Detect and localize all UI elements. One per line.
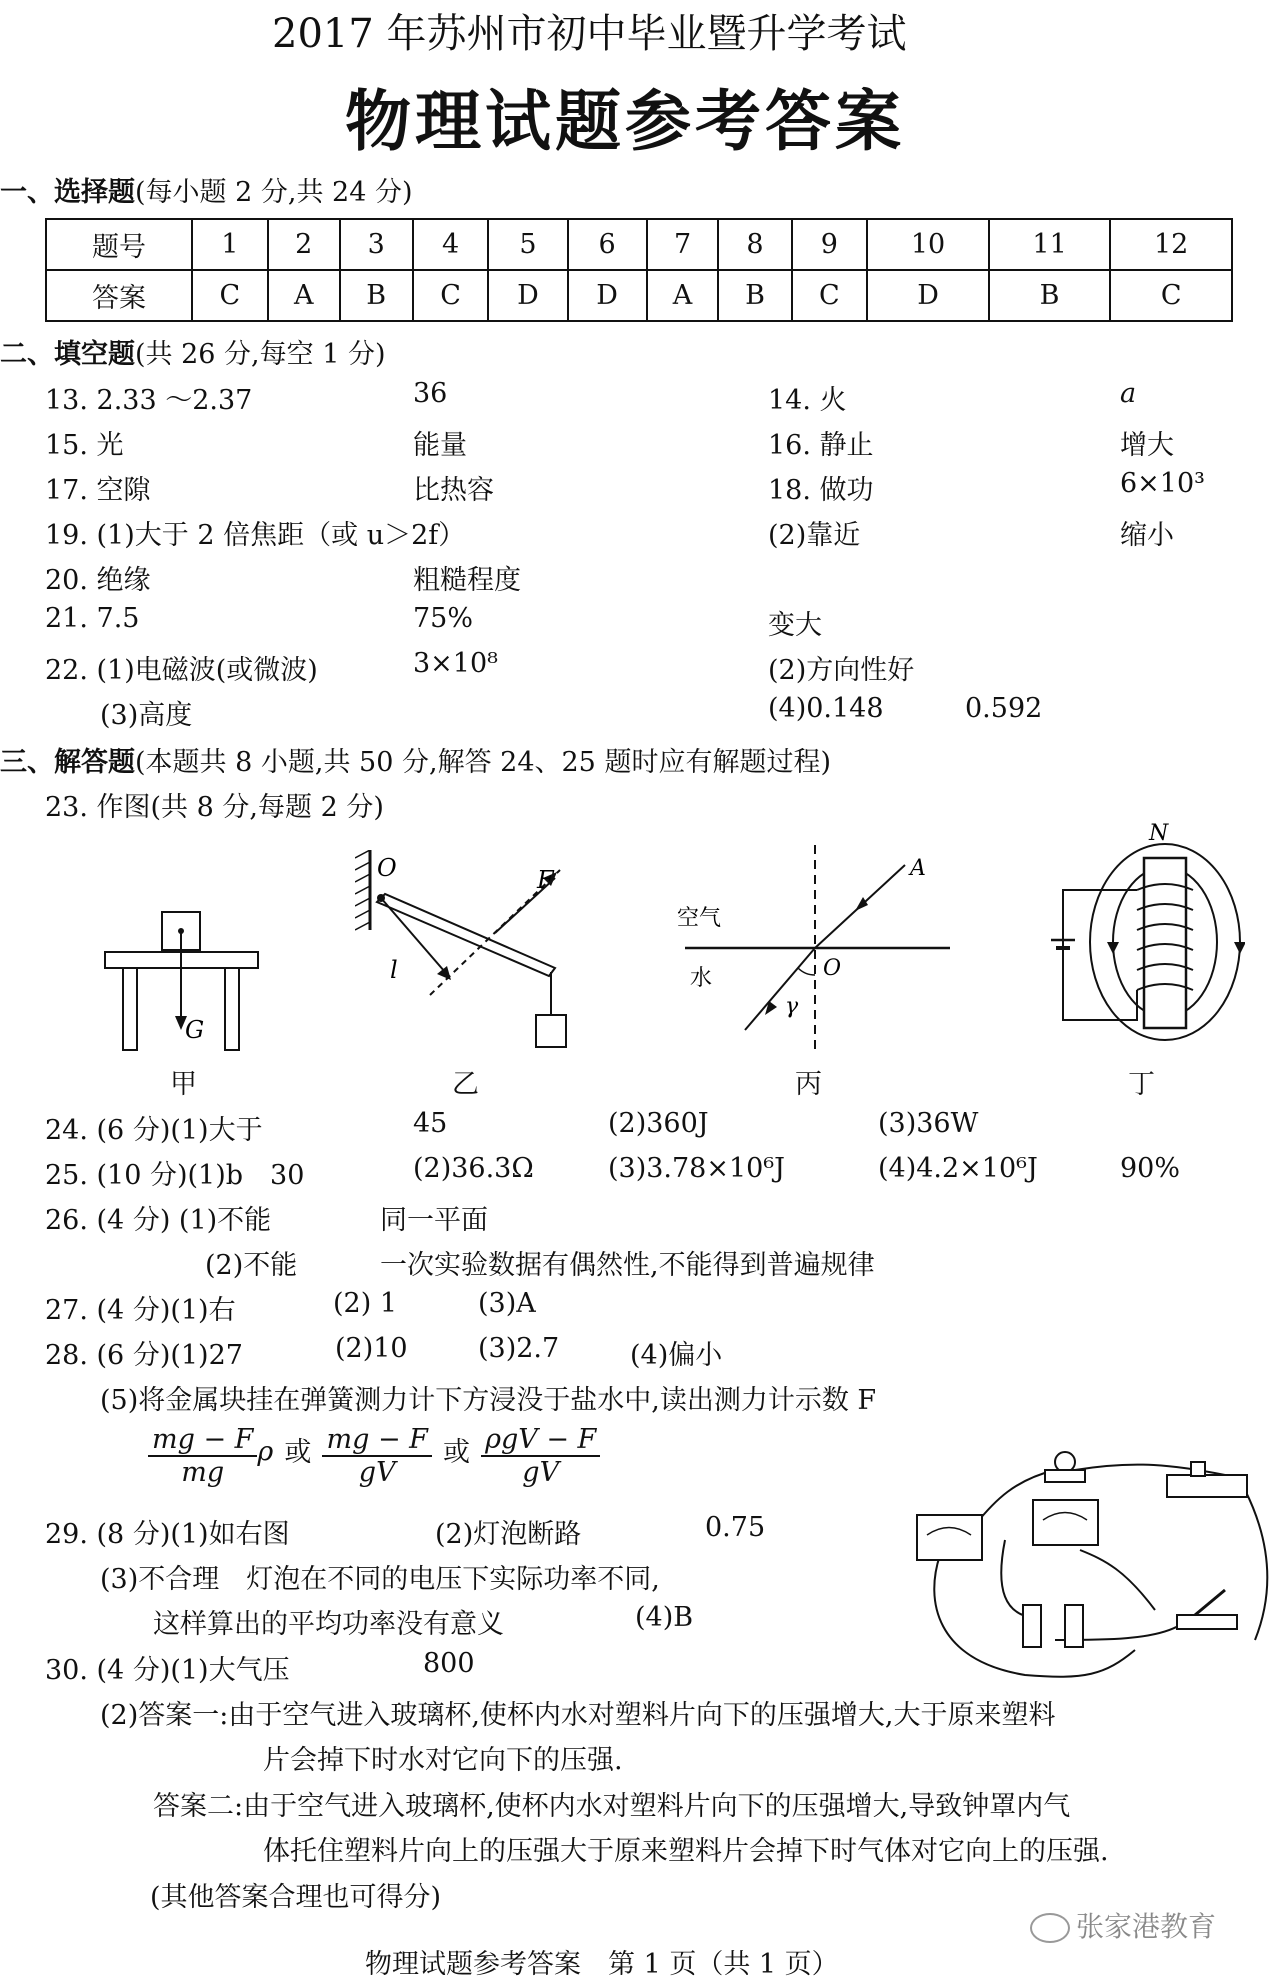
answer-line: (3)36W <box>878 1108 979 1139</box>
fill-item: 75% <box>413 603 474 634</box>
watermark: 张家港教育 <box>1030 1905 1216 1945</box>
fill-item: 缩小 <box>1120 520 1174 551</box>
figure-label: 甲 <box>170 1069 197 1100</box>
fill-item: 变大 <box>768 610 822 641</box>
fill-item: 36 <box>413 378 448 409</box>
figure-yi <box>355 850 575 1060</box>
row-label: 题号 <box>46 219 192 270</box>
answer-line: (3)3.78×10⁶J <box>608 1153 785 1184</box>
answer-line: 30. (4 分)(1)大气压 <box>45 1655 290 1686</box>
arm-label: l <box>390 956 398 984</box>
figure-label: 丙 <box>795 1069 822 1100</box>
answer-line: (5)将金属块挂在弹簧测力计下方浸没于盐水中,读出测力计示数 F <box>100 1385 877 1416</box>
table-cell: D <box>568 270 647 321</box>
fill-item: 增大 <box>1120 430 1174 461</box>
table-cell: A <box>647 270 719 321</box>
circuit-figure <box>905 1440 1275 1680</box>
table-cell: 11 <box>989 219 1111 270</box>
fill-item: 20. 绝缘 <box>45 565 151 596</box>
fill-item: 粗糙程度 <box>413 565 521 596</box>
answer-line: 0.75 <box>705 1512 766 1543</box>
force-label: F <box>537 866 554 894</box>
fill-item: 3×10⁸ <box>413 648 498 679</box>
answer-line: 这样算出的平均功率没有意义 <box>153 1609 504 1640</box>
section1-heading: 一、选择题(每小题 2 分,共 24 分) <box>0 177 413 208</box>
section3-heading: 三、解答题(本题共 8 小题,共 50 分,解答 24、25 题时应有解题过程) <box>0 747 831 778</box>
page-title: 物理试题参考答案 <box>345 83 905 160</box>
answer-line: (2)10 <box>335 1333 408 1364</box>
figure-ding <box>1045 820 1245 1055</box>
table-cell: 1 <box>192 219 268 270</box>
table-cell: 2 <box>268 219 340 270</box>
fill-item: (3)高度 <box>100 700 193 731</box>
air-label: 空气 <box>677 906 722 931</box>
fill-item: 17. 空隙 <box>45 475 151 506</box>
answer-line: 45 <box>413 1108 448 1139</box>
density-formula: $\frac{mg - F}{mg}$ ρ 或 $\frac{mg - F}{gV}$ 或 $\frac{\text{ρgV − F}}{gV}$ <box>148 1424 600 1488</box>
answer-line: 800 <box>423 1648 475 1679</box>
weight-label: G <box>185 1016 205 1044</box>
table-cell: 5 <box>488 219 567 270</box>
answer-line: 27. (4 分)(1)右 <box>45 1295 236 1326</box>
fill-item: 能量 <box>413 430 467 461</box>
table-cell: C <box>792 270 868 321</box>
section2-heading: 二、填空题(共 26 分,每空 1 分) <box>0 339 386 370</box>
answer-line: 片会掉下时水对它向下的压强. <box>263 1745 623 1776</box>
answer-line: (2)灯泡断路 <box>435 1519 582 1550</box>
angle-label: γ <box>785 994 799 1019</box>
answer-line: 90% <box>1120 1153 1181 1184</box>
answer-line: 28. (6 分)(1)27 <box>45 1340 243 1371</box>
answer-line: (3)2.7 <box>478 1333 560 1364</box>
water-label: 水 <box>690 966 713 991</box>
answer-line: 29. (8 分)(1)如右图 <box>45 1519 290 1550</box>
fill-item: a <box>1120 378 1137 409</box>
answer-line: (3)A <box>478 1288 536 1319</box>
table-cell: 12 <box>1110 219 1232 270</box>
table-cell: D <box>867 270 989 321</box>
pivot-label: O <box>377 854 397 882</box>
fill-item: 13. 2.33 ～2.37 <box>45 385 253 416</box>
fill-item: 15. 光 <box>45 430 124 461</box>
q23-heading: 23. 作图(共 8 分,每题 2 分) <box>45 792 384 823</box>
table-row <box>46 219 1232 270</box>
answer-line: 同一平面 <box>380 1205 488 1236</box>
answer-table <box>45 218 1233 322</box>
fill-item: 19. (1)大于 2 倍焦距（或 u＞2f） <box>45 520 466 551</box>
answer-line: (2)36.3Ω <box>413 1153 534 1184</box>
fill-item: (4)0.148 <box>768 693 884 724</box>
fill-item: 0.592 <box>965 693 1043 724</box>
table-cell: C <box>192 270 268 321</box>
answer-line: 一次实验数据有偶然性,不能得到普遍规律 <box>380 1250 875 1281</box>
table-cell: B <box>989 270 1111 321</box>
answer-line: 25. (10 分)(1)b 30 <box>45 1160 305 1191</box>
table-cell: 4 <box>413 219 489 270</box>
answer-line: 26. (4 分) (1)不能 <box>45 1205 272 1236</box>
answer-line: (2)不能 <box>205 1250 298 1281</box>
fill-item: 14. 火 <box>768 385 847 416</box>
table-cell: 8 <box>718 219 791 270</box>
table-row <box>46 270 1232 321</box>
exam-title: 2017 年苏州市初中毕业暨升学考试 <box>272 11 907 57</box>
figure-bing <box>665 845 965 1055</box>
table-cell: 6 <box>568 219 647 270</box>
ray-label: A <box>910 856 926 881</box>
table-cell: 9 <box>792 219 868 270</box>
table-cell: B <box>718 270 791 321</box>
table-cell: 10 <box>867 219 989 270</box>
table-cell: A <box>268 270 340 321</box>
fill-item: 21. 7.5 <box>45 603 140 634</box>
answer-line: (4)偏小 <box>630 1340 723 1371</box>
table-cell: 7 <box>647 219 719 270</box>
fill-item: 18. 做功 <box>768 475 874 506</box>
fill-item: (2)靠近 <box>768 520 861 551</box>
answer-line: (2)答案一:由于空气进入玻璃杯,使杯内水对塑料片向下的压强增大,大于原来塑料 <box>100 1700 1056 1731</box>
answer-line: 体托住塑料片向上的压强大于原来塑料片会掉下时气体对它向上的压强. <box>263 1836 1109 1867</box>
row-label: 答案 <box>46 270 192 321</box>
answer-line: (4)4.2×10⁶J <box>878 1153 1038 1184</box>
answer-line: 答案二:由于空气进入玻璃杯,使杯内水对塑料片向下的压强增大,导致钟罩内气 <box>153 1791 1071 1822</box>
table-cell: C <box>413 270 489 321</box>
north-pole-label: N <box>1149 821 1169 846</box>
figure-label: 乙 <box>452 1069 479 1100</box>
table-cell: 3 <box>340 219 413 270</box>
fill-item: (2)方向性好 <box>768 655 915 686</box>
answer-line: (4)B <box>635 1602 694 1633</box>
fill-item: 6×10³ <box>1120 468 1205 499</box>
fill-item: 22. (1)电磁波(或微波) <box>45 655 318 686</box>
answer-line: (2)360J <box>608 1108 709 1139</box>
answer-line: (3)不合理 灯泡在不同的电压下实际功率不同, <box>100 1564 660 1595</box>
fill-item: 16. 静止 <box>768 430 874 461</box>
answer-line: 24. (6 分)(1)大于 <box>45 1115 263 1146</box>
table-cell: C <box>1110 270 1232 321</box>
point-label: O <box>823 956 842 981</box>
answer-line: (2) 1 <box>333 1288 398 1319</box>
figure-label: 丁 <box>1128 1069 1155 1100</box>
answer-line: (其他答案合理也可得分) <box>150 1882 442 1913</box>
wechat-icon <box>1030 1913 1070 1943</box>
table-cell: D <box>488 270 567 321</box>
page-footer: 物理试题参考答案 第 1 页（共 1 页） <box>365 1949 839 1980</box>
table-cell: B <box>340 270 413 321</box>
fill-item: 比热容 <box>413 475 494 506</box>
